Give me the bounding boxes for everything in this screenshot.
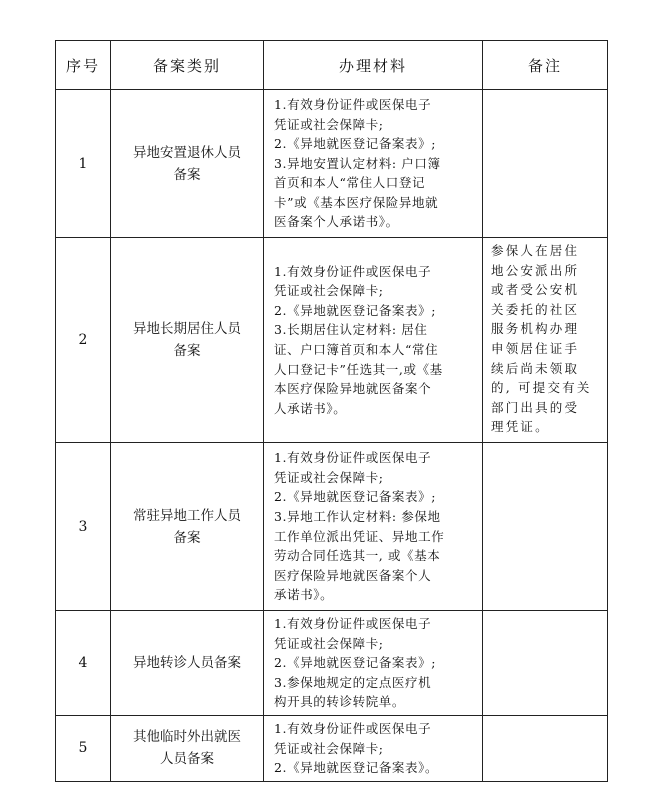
notes-cell [483,90,608,238]
notes-line: 部门出具的受 [491,399,580,415]
table-row [56,443,608,611]
materials-line: 3.参保地规定的定点医疗机 [274,674,432,690]
materials-cell [264,238,483,443]
notes-cell [483,715,608,781]
table-row [56,90,608,238]
materials-cell [264,611,483,716]
table-row [56,238,608,443]
notes-line: 理凭证。 [491,419,550,435]
header-no: 序号 [56,41,111,90]
materials-line: 凭证或社会保障卡; [274,740,384,756]
materials-cell [264,715,483,781]
notes-cell [483,238,608,443]
category-line: 人员备案 [160,751,214,768]
materials-line: 凭证或社会保障卡; [274,283,384,299]
materials-line: 3.异地安置认定材料: 户口簿 [274,155,441,171]
category-line: 备案 [173,343,201,359]
materials-line: 本医疗保险异地就医备案个 [274,381,432,397]
materials-line: 承诺书》。 [274,587,334,603]
materials-line: 人承诺书》。 [274,400,347,416]
header-materials: 办理材料 [264,41,483,90]
row-number: 2 [56,238,111,443]
category-line: 备案 [173,529,201,546]
row-number: 5 [56,715,111,781]
materials-line: 构开具的转诊转院单。 [274,694,406,710]
category-cell [111,611,264,716]
materials-line: 1.有效身份证件或医保电子 [274,263,432,279]
materials-line: 1.有效身份证件或医保电子 [274,616,432,631]
category-line: 异地安置退休人员 [133,144,241,161]
materials-line: 1.有效身份证件或医保电子 [274,450,432,466]
notes-line: 续后尚未领取 [491,360,580,376]
category-line: 备案 [173,166,201,183]
materials-line: 凭证或社会保障卡; [274,469,384,485]
header-notes: 备注 [483,41,608,90]
materials-line: 工作单位派出凭证、异地工作 [274,528,445,544]
category-line: 异地长期居住人员 [133,321,241,337]
category-line: 常驻异地工作人员 [133,507,241,524]
category-line: 异地转诊人员备案 [133,654,241,671]
notes-cell [483,443,608,611]
notes-line: 服务机构办理 [491,321,580,337]
notes-cell [483,611,608,716]
materials-line: 1.有效身份证件或医保电子 [274,720,432,736]
materials-line: 医备案个人承诺书》。 [274,214,399,230]
materials-line: 首页和本人“常住人口登记 [274,175,426,191]
notes-line: 关委托的社区 [491,301,580,317]
materials-line: 人口登记卡”任选其一,或《基 [274,361,443,377]
table-header-row [56,41,608,90]
registration-table [55,40,608,782]
notes-line: 申领居住证手 [491,340,580,356]
notes-line: 或者受公安机 [491,282,580,298]
materials-line: 2.《异地就医登记备案表》。 [274,760,439,776]
materials-line: 卡”或《基本医疗保险异地就 [274,194,439,210]
materials-line: 2.《异地就医登记备案表》; [274,302,437,318]
materials-line: 证、户口簿首页和本人“常住 [274,342,439,357]
table-row [56,611,608,716]
category-cell [111,238,264,443]
materials-line: 劳动合同任选其一, 或《基本 [274,548,441,564]
materials-line: 凭证或社会保障卡; [274,635,384,651]
materials-line: 1.有效身份证件或医保电子 [274,96,432,112]
materials-cell [264,90,483,238]
header-category: 备案类别 [111,41,264,90]
notes-line: 的, 可提交有关 [491,380,592,396]
materials-line: 3.长期居住认定材料: 居住 [274,322,428,338]
materials-cell [264,443,483,611]
category-cell [111,443,264,611]
row-number: 4 [56,611,111,716]
notes-line: 地公安派出所 [491,262,580,278]
category-cell [111,90,264,238]
materials-line: 2.《异地就医登记备案表》; [274,136,437,152]
category-cell [111,715,264,781]
row-number: 3 [56,443,111,611]
materials-line: 凭证或社会保障卡; [274,116,384,132]
materials-line: 2.《异地就医登记备案表》; [274,489,437,505]
materials-line: 医疗保险异地就医备案个人 [274,567,432,583]
category-line: 其他临时外出就医 [133,729,241,746]
table-row [56,715,608,781]
row-number: 1 [56,90,111,238]
notes-line: 参保人在居住 [491,243,580,258]
materials-line: 3.异地工作认定材料: 参保地 [274,508,441,524]
materials-line: 2.《异地就医登记备案表》; [274,655,437,671]
